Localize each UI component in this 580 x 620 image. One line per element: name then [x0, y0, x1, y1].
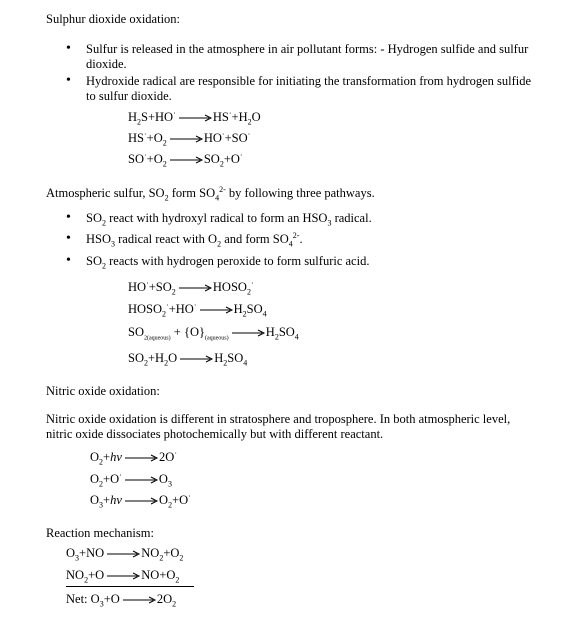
equation: $H_2S+HO^\cdot$ $HS^\cdot+H_2O$	[128, 108, 261, 127]
bullet-text: $SO_2$ react with hydroxyl radical to form an $HSO_3$ radical.	[86, 211, 372, 228]
sum-rule-divider	[66, 586, 194, 587]
equation: $O_3+NO$ $NO_2+O_2$	[66, 546, 184, 563]
bullet-icon: •	[66, 231, 71, 246]
reaction-arrow-icon	[125, 497, 159, 505]
bullet-icon: •	[66, 253, 71, 268]
equation: $HO^\cdot+SO_2$ $HOSO_2^\cdot$	[128, 278, 254, 297]
heading-nitric-oxide-oxidation: Nitric oxide oxidation:	[46, 384, 160, 398]
equation: $O_2+hv$ 2O·	[90, 448, 177, 467]
reaction-arrow-icon	[125, 476, 159, 484]
equation: $SO_{2(aqueous)} + \{O\}_{(aqueous)}$ $H_2SO_4$	[128, 325, 299, 342]
equation: $NO_2+O$ $NO+O_2$	[66, 568, 180, 585]
reaction-arrow-icon	[125, 454, 159, 462]
equation: $SO_2+H_2O$ $H_2SO_4$	[128, 351, 248, 368]
reaction-arrow-icon	[232, 329, 266, 337]
equation: $HOSO_2^\cdot+HO^\cdot$ $H_2SO_4$	[128, 300, 267, 319]
equation: $HS^\cdot+O_2$ HO·+SO·	[128, 129, 251, 148]
reaction-arrow-icon	[123, 596, 157, 604]
bullet-icon: •	[66, 73, 71, 88]
bullet-text: $HSO_3$ radical react with $O_2$ and form $SO_4^{2-}$.	[86, 230, 303, 249]
bullet-text: $SO_2$ reacts with hydrogen peroxide to form sulfuric acid.	[86, 254, 370, 271]
reaction-arrow-icon	[107, 572, 141, 580]
bullet-icon: •	[66, 210, 71, 225]
reaction-arrow-icon	[170, 156, 204, 164]
reaction-arrow-icon	[200, 306, 234, 314]
bullet-icon: •	[66, 41, 71, 56]
reaction-arrow-icon	[179, 114, 213, 122]
paragraph-nitric-oxide: Nitric oxide oxidation is different in stratosphere and troposphere. In both atmospheric level, nitric oxide dissociates photochemically but with different reactant.	[46, 412, 511, 441]
equation: $O_2+O^\cdot$ $O_3$	[90, 470, 172, 489]
heading-reaction-mechanism: Reaction mechanism:	[46, 526, 154, 540]
equation: $SO^\cdot+O_2$ $SO_2+O^\cdot$	[128, 150, 243, 169]
equation: $O_3+hv$ $O_2+O^\cdot$	[90, 491, 191, 510]
paragraph-sulfur-pathways: Atmospheric sulfur, $SO_2$ form $SO_4^{2-}$ by following three pathways.	[46, 184, 375, 203]
heading-sulphur-dioxide-oxidation: Sulphur dioxide oxidation:	[46, 12, 181, 26]
reaction-arrow-icon	[180, 355, 214, 363]
reaction-arrow-icon	[179, 284, 213, 292]
net-label: Net:	[66, 592, 88, 606]
equation-net: Net: $O_3+O$ $2O_2$	[66, 592, 177, 609]
reaction-arrow-icon	[107, 550, 141, 558]
bullet-text: Sulfur is released in the atmosphere in air pollutant forms: - Hydrogen sulfide and sulfur dioxide.	[86, 42, 529, 71]
bullet-text: Hydroxide radical are responsible for initiating the transformation from hydrogen sulfide to sulfur dioxide.	[86, 74, 532, 103]
reaction-arrow-icon	[170, 135, 204, 143]
